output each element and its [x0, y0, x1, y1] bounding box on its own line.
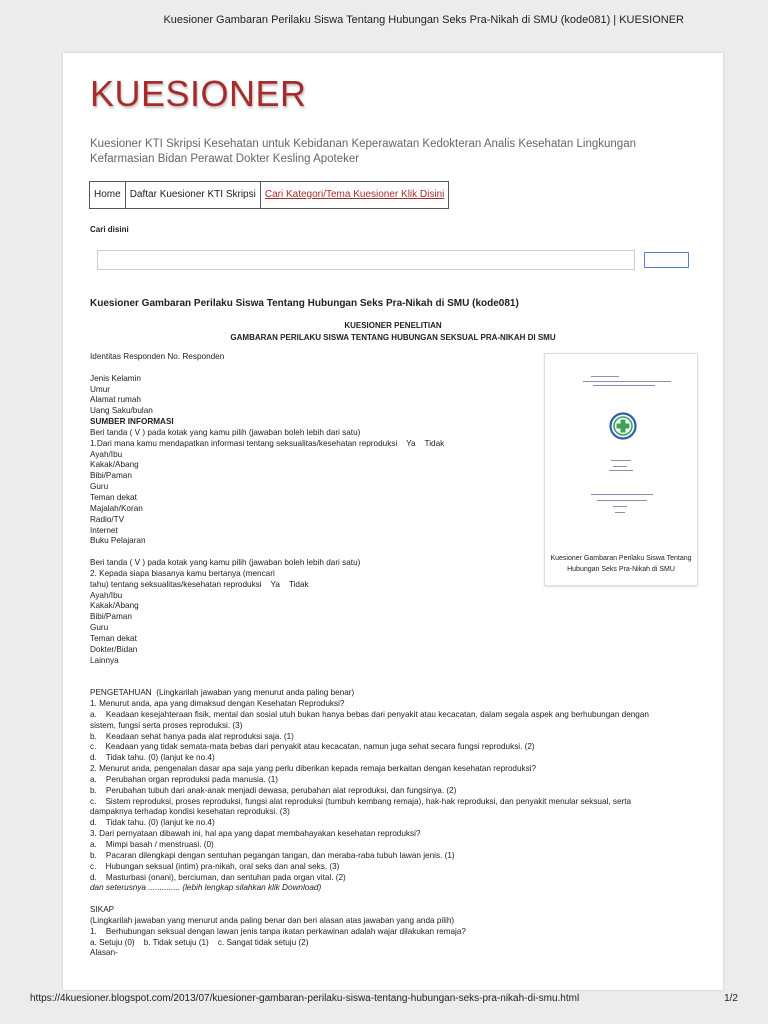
blank-line — [90, 363, 680, 374]
body-line: Kakak/Abang — [90, 601, 139, 611]
search-input[interactable] — [97, 250, 635, 270]
print-footer — [0, 993, 768, 1009]
nav-daftar-kuesioner[interactable]: Daftar Kuesioner KTI Skripsi — [126, 182, 261, 208]
blank-line — [90, 547, 680, 558]
questionnaire-heading-1: KUESIONER PENELITIAN — [344, 321, 442, 330]
blog-title[interactable]: KUESIONER — [90, 73, 307, 114]
body-line: SIKAP — [90, 905, 115, 915]
body-line: a. Keadaan kesejahteraan fisik, mental dan sosial utuh bukan hanya bebas dari penyakit atau kecacatan, dalam segala aspek ang berhubungan dengan — [90, 709, 649, 719]
body-line: d. Tidak tahu. (0) (lanjut ke no.4) — [90, 753, 215, 763]
body-line: b. Keadaan sehat hanya pada alat reproduksi saja. (1) — [90, 731, 294, 741]
body-line: Majalah/Koran — [90, 503, 143, 513]
body-line: a. Perubahan organ reproduksi pada manusia. (1) — [90, 774, 278, 784]
body-line: SUMBER INFORMASI — [90, 417, 174, 427]
body-line: a. Mimpi basah / menstruasi. (0) — [90, 839, 214, 849]
post-title[interactable]: Kuesioner Gambaran Perilaku Siswa Tentang Hubungan Seks Pra-Nikah di SMU (kode081) — [90, 298, 519, 309]
body-line: b. Perubahan tubuh dari anak-anak menjadi dewasa, perubahan alat reproduksi, dan fungsinya. (2) — [90, 785, 457, 795]
body-line: Alamat rumah — [90, 395, 141, 405]
blog-page — [63, 53, 723, 990]
body-line: Dokter/Bidan — [90, 644, 138, 654]
body-line: 3. Dari pernyataan dibawah ini, hal apa yang dapat membahayakan kesehatan reproduksi? — [90, 829, 421, 839]
nav-home[interactable]: Home — [90, 182, 126, 208]
body-line: 2. Kepada siapa biasanya kamu bertanya (mencari — [90, 568, 275, 578]
blog-description: Kuesioner KTI Skripsi Kesehatan untuk Kebidanan Keperawatan Kedokteran Analis Kesehatan Lingkungan Kefarmasian Bidan Perawat Dokter Kesling Apoteker — [90, 138, 636, 165]
body-line: Ayah/Ibu — [90, 590, 123, 600]
body-line: Beri tanda ( V ) pada kotak yang kamu pilih (jawaban boleh lebih dari satu) — [90, 427, 361, 437]
body-line: (Lingkarilah jawaban yang menurut anda paling benar dan beri alasan atas jawaban yang anda pilih) — [90, 915, 455, 925]
body-line: PENGETAHUAN (Lingkarilah jawaban yang menurut anda paling benar) — [90, 688, 355, 698]
body-line: Guru — [90, 482, 109, 492]
body-line: b. Pacaran dilengkapi dengan sentuhan pegangan tangan, dan meraba-raba tubuh lawan jenis. (1) — [90, 850, 455, 860]
body-line: sistem, fungsi serta proses reproduksi. (3) — [90, 720, 243, 730]
print-header: Kuesioner Gambaran Perilaku Siswa Tentang Hubungan Seks Pra-Nikah di SMU (kode081) | KUESIONER — [163, 14, 684, 26]
body-line: Identitas Responden No. Responden — [90, 352, 225, 361]
body-line: Radio/TV — [90, 514, 125, 524]
body-line: 2. Menurut anda, pengenalan dasar apa saja yang perlu diberikan kepada remaja berkaitan dengan kesehatan reproduksi? — [90, 764, 537, 774]
body-line: c. Sistem reproduksi, proses reproduksi, fungsi alat reproduksi (tumbuh kembang remaja), hak-hak reproduksi, dan penyakit menular seksual, serta — [90, 796, 632, 806]
body-line: a. Setuju (0) b. Tidak setuju (1) c. Sangat tidak setuju (2) — [90, 937, 309, 947]
body-line: d. Masturbasi (onani), berciuman, dan sentuhan pada organ vital. (2) — [90, 872, 346, 882]
body-line: c. Hubungan seksual (intim) pra-nikah, oral seks dan anal seks. (3) — [90, 861, 340, 871]
body-line: Internet — [90, 525, 118, 535]
post-body — [90, 352, 680, 959]
body-line: d. Tidak tahu. (0) (lanjut ke no.4) — [90, 818, 215, 828]
body-line: 1. Menurut anda, apa yang dimaksud dengan Kesehatan Reproduksi? — [90, 699, 345, 708]
body-line: 1. Berhubungan seksual dengan lawan jenis tanpa ikatan perkawinan adalah wajar dilakukan remaja? — [90, 926, 466, 936]
body-line: Guru — [90, 623, 109, 633]
nav-kategori-link[interactable]: Cari Kategori/Tema Kuesioner Klik Disini — [264, 189, 445, 200]
thumbnail-caption: Kuesioner Gambaran Perilaku Siswa Tentang Hubungan Seks Pra-Nikah di SMU — [550, 555, 692, 573]
body-line: Umur — [90, 384, 111, 394]
body-line: Kakak/Abang — [90, 460, 139, 470]
body-line: Teman dekat — [90, 492, 137, 502]
questionnaire-heading-2: GAMBARAN PERILAKU SISWA TENTANG HUBUNGAN SEKSUAL PRA-NIKAH DI SMU — [230, 333, 556, 342]
body-line: 1.Dari mana kamu mendapatkan informasi tentang seksualitas/kesehatan reproduksi Ya Tidak — [90, 438, 445, 448]
search-label: Cari disini — [90, 225, 129, 234]
questionnaire-heading — [63, 320, 723, 344]
body-line: Lainnya — [90, 655, 119, 665]
body-line: Ayah/Ibu — [90, 449, 123, 459]
body-line: Bibi/Paman — [90, 471, 132, 481]
footer-page-number: 1/2 — [724, 993, 738, 1004]
body-line: Buku Pelajaran — [90, 536, 146, 546]
body-line: dan seterusnya .............. (lebih lengkap silahkan klik Download) — [90, 883, 322, 893]
body-line: c. Keadaan yang tidak semata-mata bebas dari penyakit atau kecacatan, namun juga sehat secara fungsi reproduksi. (2) — [90, 742, 535, 752]
body-line: tahu) tentang seksualitas/kesehatan reproduksi Ya Tidak — [90, 579, 309, 589]
body-line: dampaknya terhadap kondisi kesehatan reproduksi. (3) — [90, 807, 290, 817]
search-button[interactable] — [644, 252, 689, 268]
footer-url: https://4kuesioner.blogspot.com/2013/07/kuesioner-gambaran-perilaku-siswa-tentang-hubungan-seks-pra-nikah-di-smu.html — [30, 993, 580, 1004]
body-line: Teman dekat — [90, 633, 137, 643]
body-line: Uang Saku/bulan — [90, 406, 153, 416]
body-line: Bibi/Paman — [90, 612, 132, 622]
body-line: Beri tanda ( V ) pada kotak yang kamu pilih (jawaban boleh lebih dari satu) — [90, 558, 361, 568]
blank-line — [90, 677, 680, 688]
body-line: Alasan- — [90, 948, 118, 958]
blank-line — [90, 666, 680, 677]
blank-line — [90, 894, 680, 905]
nav-bar — [89, 181, 449, 209]
body-line: Jenis Kelamin — [90, 373, 141, 383]
